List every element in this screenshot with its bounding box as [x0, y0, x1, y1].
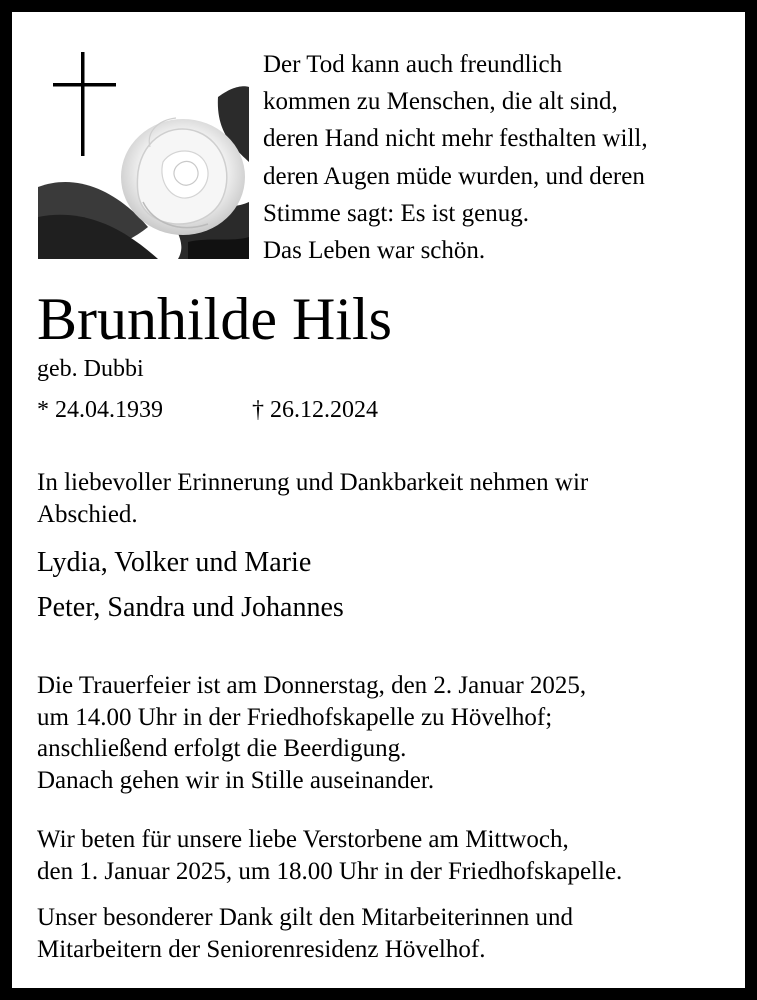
prayer-line: Wir beten für unsere liebe Verstorbene am Mittwoch, [37, 826, 569, 853]
thanks-line: Mitarbeitern der Seniorenresidenz Hövelhof. [37, 936, 486, 963]
poem-line: Stimme sagt: Es ist genug. [263, 199, 529, 227]
service-line: um 14.00 Uhr in der Friedhofskapelle zu Hövelhof; [37, 703, 553, 731]
farewell-line: Abschied. [37, 501, 138, 528]
cross-and-rose-image [38, 52, 249, 259]
poem [263, 46, 648, 269]
poem-line: Das Leben war schön. [263, 236, 486, 264]
service-line: Danach gehen wir in Stille auseinander. [37, 767, 435, 795]
obituary-card [12, 12, 745, 988]
birth-name: geb. Dubbi [37, 356, 144, 382]
poem-line: kommen zu Menschen, die alt sind, [263, 88, 618, 116]
mourners-list [37, 540, 344, 630]
service-line: anschließend erfolgt die Beerdigung. [37, 735, 407, 763]
farewell-text [37, 467, 588, 531]
mourner-family: Peter, Sandra und Johannes [37, 592, 344, 623]
life-dates [37, 395, 378, 425]
farewell-line: In liebevoller Erinnerung und Dankbarkeit nehmen wir [37, 469, 589, 496]
mourner-family: Lydia, Volker und Marie [37, 547, 312, 578]
birth-date: * 24.04.1939 [37, 397, 163, 423]
prayer-info [37, 824, 622, 888]
deceased-name: Brunhilde Hils [37, 286, 392, 352]
funeral-service-info [37, 670, 586, 797]
thanks-line: Unser besonderer Dank gilt den Mitarbeiterinnen und [37, 904, 573, 931]
thanks-note [37, 902, 573, 966]
poem-line: Der Tod kann auch freundlich [263, 51, 563, 78]
poem-line: deren Hand nicht mehr festhalten will, [263, 125, 648, 153]
service-line: Die Trauerfeier ist am Donnerstag, den 2. Januar 2025, [37, 672, 587, 699]
poem-line: deren Augen müde wurden, und deren [263, 162, 645, 190]
death-date: † 26.12.2024 [252, 397, 378, 423]
prayer-line: den 1. Januar 2025, um 18.00 Uhr in der Friedhofskapelle. [37, 858, 623, 885]
